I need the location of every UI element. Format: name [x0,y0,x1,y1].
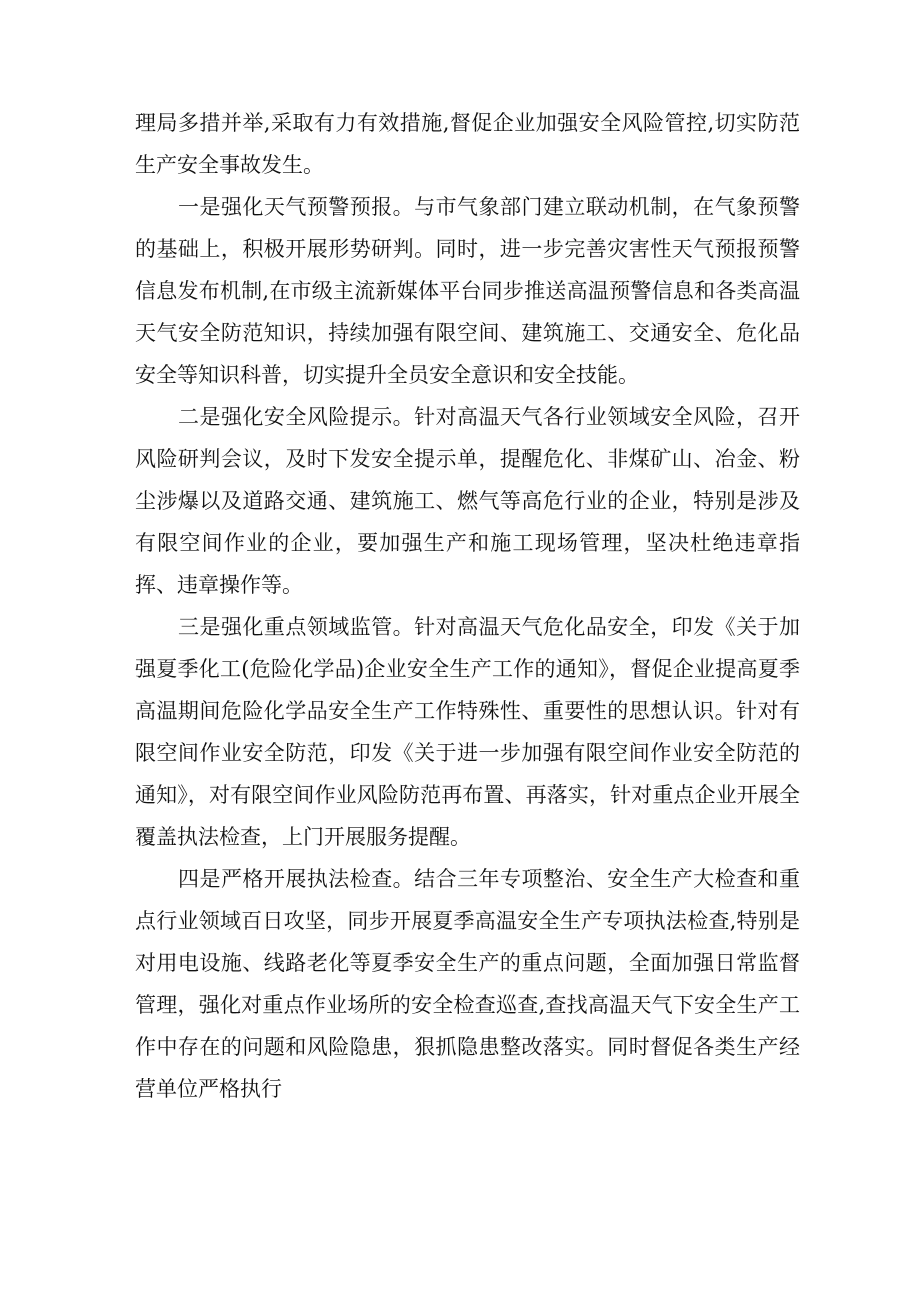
paragraph-law-enforcement: 四是严格开展执法检查。结合三年专项整治、安全生产大检查和重点行业领域百日攻坚，同步开展夏季高温安全生产专项执法检查,特别是对用电设施、线路老化等夏季安全生产的重点问题，全面加强日常监督管理，强化对重点作业场所的安全检查巡查,查找高温天气下安全生产工作中存在的问题和风险隐患，狠抓隐患整改落实。同时督促各类生产经营单位严格执行 [135,867,800,1101]
document-body [135,102,800,1110]
paragraph-weather-warning: 一是强化天气预警预报。与市气象部门建立联动机制，在气象预警的基础上，积极开展形势研判。同时，进一步完善灾害性天气预报预警信息发布机制,在市级主流新媒体平台同步推送高温预警信息和各类高温天气安全防范知识，持续加强有限空间、建筑施工、交通安全、危化品安全等知识科普，切实提升全员安全意识和安全技能。 [135,195,800,387]
paragraph-risk-alert: 二是强化安全风险提示。针对高温天气各行业领域安全风险，召开风险研判会议，及时下发安全提示单，提醒危化、非煤矿山、冶金、粉尘涉爆以及道路交通、建筑施工、燃气等高危行业的企业，特别是涉及有限空间作业的企业，要加强生产和施工现场管理，坚决杜绝违章指挥、违章操作等。 [135,405,800,597]
paragraph-key-area-supervision: 三是强化重点领域监管。针对高温天气危化品安全，印发《关于加强夏季化工(危险化学品)企业安全生产工作的通知》，督促企业提高夏季高温期间危险化学品安全生产工作特殊性、重要性的思想认识。针对有限空间作业安全防范，印发《关于进一步加强有限空间作业安全防范的通知》，对有限空间作业风险防范再布置、再落实，针对重点企业开展全覆盖执法检查，上门开展服务提醒。 [135,615,800,849]
paragraph-continuation: 理局多措并举,采取有力有效措施,督促企业加强安全风险管控,切实防范生产安全事故发生。 [135,111,800,177]
